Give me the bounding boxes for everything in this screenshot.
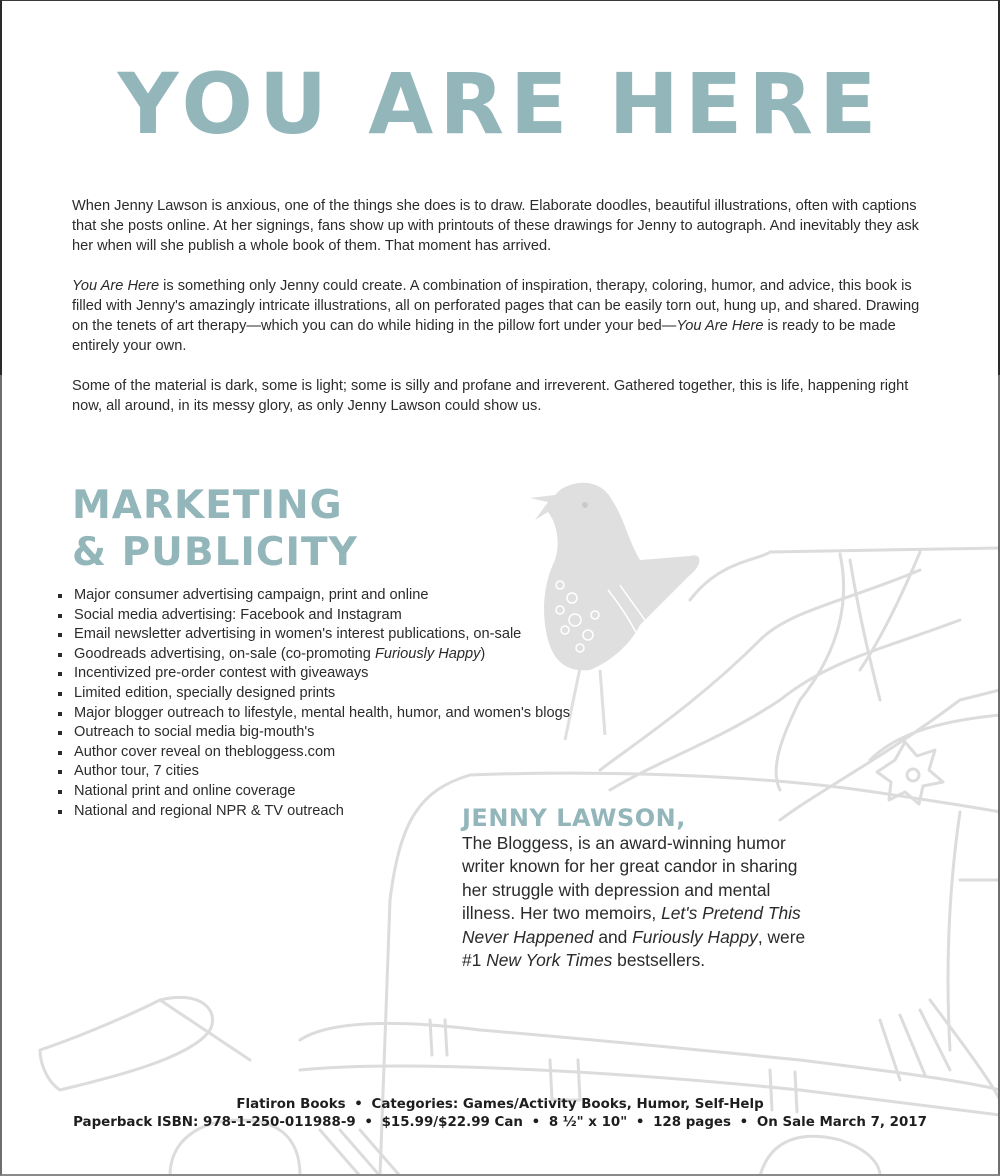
list-item: Major consumer advertising campaign, print and online — [56, 586, 570, 606]
author-bio-section — [462, 804, 822, 972]
price: $15.99/$22.99 Can — [381, 1115, 523, 1130]
list-item: Goodreads advertising, on-sale (co-promoting Furiously Happy) — [56, 645, 570, 665]
bullet-separator: • — [354, 1097, 363, 1112]
bullet-separator: • — [635, 1115, 645, 1130]
list-item: Author cover reveal on thebloggess.com — [56, 743, 570, 763]
bullet-separator: • — [739, 1115, 749, 1130]
list-item: Outreach to social media big-mouth's — [56, 723, 570, 743]
categories: Categories: Games/Activity Books, Humor, Self-Help — [371, 1097, 764, 1112]
list-item: National and regional NPR & TV outreach — [56, 802, 570, 822]
marketing-list — [56, 586, 570, 821]
list-item: National print and online coverage — [56, 782, 570, 802]
marketing-heading: MARKETING & PUBLICITY — [72, 483, 358, 575]
isbn: Paperback ISBN: 978-1-250-011988-9 — [73, 1115, 356, 1130]
trim-size: 8 ½" x 10" — [548, 1115, 628, 1130]
list-item: Email newsletter advertising in women's interest publications, on-sale — [56, 625, 570, 645]
list-item: Major blogger outreach to lifestyle, mental health, humor, and women's blogs — [56, 704, 570, 724]
footer-line-1 — [0, 1096, 1000, 1114]
page-title: YOU ARE HERE — [117, 55, 883, 153]
list-item: Social media advertising: Facebook and Instagram — [56, 606, 570, 626]
book-title-italic: You Are Here — [72, 278, 160, 294]
list-item: Limited edition, specially designed prints — [56, 684, 570, 704]
bullet-separator: • — [364, 1115, 373, 1130]
book-description — [72, 196, 932, 436]
list-item: Incentivized pre-order contest with giveaways — [56, 664, 570, 684]
author-name: JENNY LAWSON, — [462, 804, 686, 832]
book-details-footer — [0, 1096, 1000, 1132]
page-count: 128 pages — [653, 1115, 731, 1130]
list-item: Author tour, 7 cities — [56, 762, 570, 782]
description-paragraph-3: Some of the material is dark, some is light; some is silly and profane and irreverent. Gathered together, this is life, happening right now, all around, in its messy glory, as only Jenny Lawson could show us. — [72, 378, 909, 414]
on-sale-date: On Sale March 7, 2017 — [756, 1115, 927, 1130]
book-title-italic: You Are Here — [676, 318, 764, 334]
description-paragraph-1: When Jenny Lawson is anxious, one of the things she does is to draw. Elaborate doodles, beautiful illustrations, often with captions that she posts online. At her signings, fans show up with printouts of these drawings for Jenny to autograph. And inevitably they ask her when will she publish a whole book of them. That moment has arrived. — [72, 198, 919, 254]
bullet-separator: • — [531, 1115, 541, 1130]
footer-line-2 — [0, 1114, 1000, 1132]
publisher: Flatiron Books — [236, 1097, 346, 1112]
description-paragraph-2: You Are Here is something only Jenny could create. A combination of inspiration, therapy, coloring, humor, and advice, this book is filled with Jenny's amazingly intricate illustrations, all on perforated pages that can be easily torn out, hung up, and shared. Drawing on the tenets of art therapy—which you can do while hiding in the pillow fort under your bed—You Are Here is ready to be made entirely your own. — [72, 278, 920, 354]
author-bio: The Bloggess, is an award-winning humor writer known for her great candor in sharing her struggle with depression and mental illness. Her two memoirs, Let's Pretend This Never Happened and Furiously Happy, were #1 New York Times bestsellers. — [462, 833, 806, 971]
